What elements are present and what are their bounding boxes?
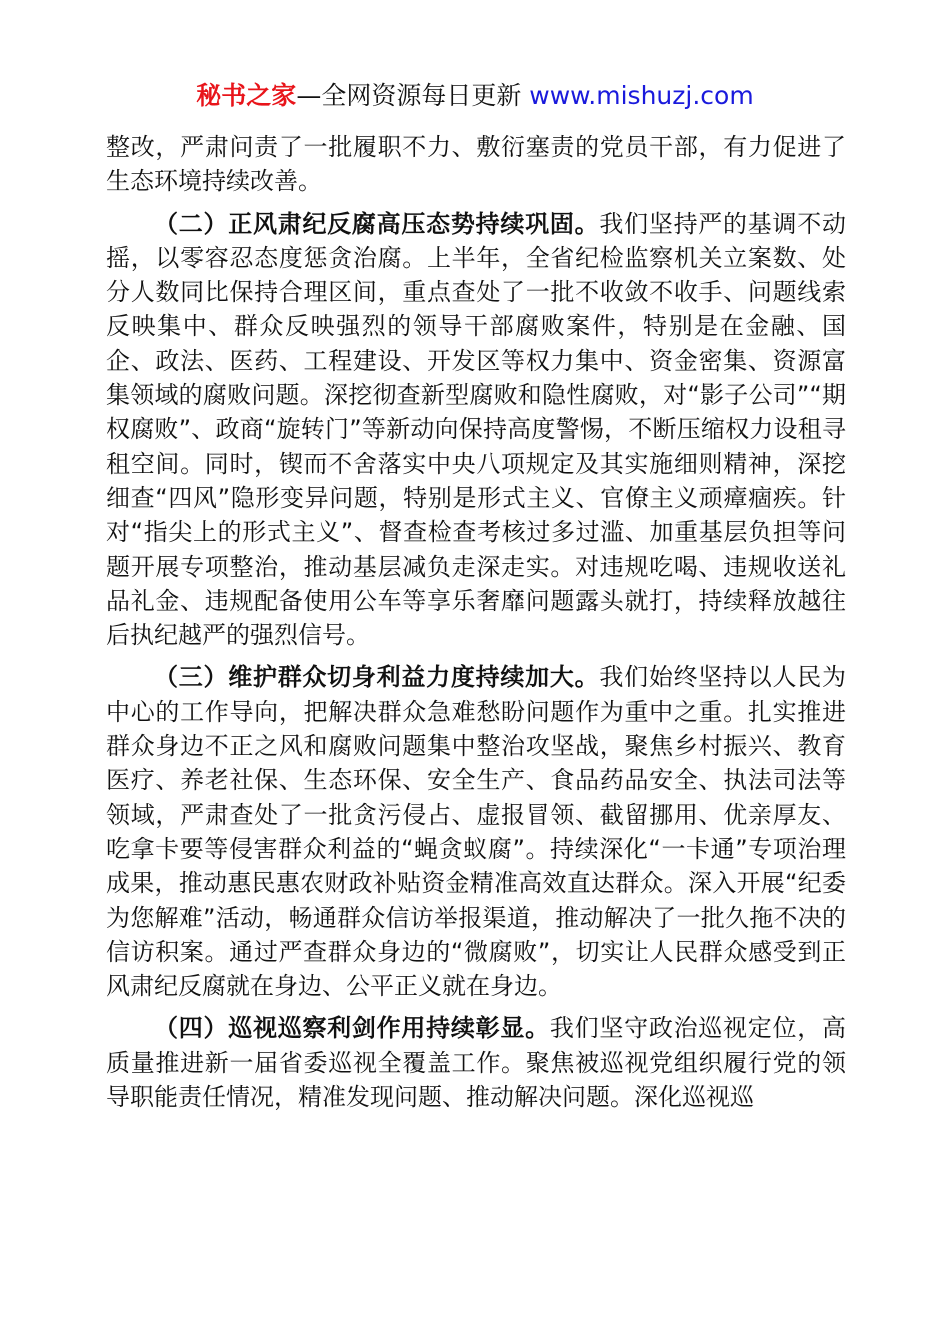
site-url[interactable]: www.mishuzj.com	[529, 81, 754, 110]
paragraph-text: 我们坚守政治巡视定位，高质量推进新一届省委巡视全覆盖工作。聚焦被巡视党组织履行党的领导职能责任情况，精准发现问题、推动解决问题。深化巡视巡	[106, 1014, 847, 1112]
brand-name: 秘书之家	[196, 81, 297, 110]
paragraph-section-4	[106, 1011, 846, 1114]
document-body	[106, 130, 846, 1122]
paragraph-text: 我们始终坚持以人民为中心的工作导向，把解决群众急难愁盼问题作为重中之重。扎实推进群众身边不正之风和腐败问题集中整治攻坚战，聚焦乡村振兴、教育医疗、养老社保、生态环保、安全生产、食品药品安全、执法司法等领域，严肃查处了一批贪污侵占、虚报冒领、截留挪用、优亲厚友、吃拿卡要等侵害群众利益的“蝇贪蚁腐”。持续深化“一卡通”专项治理成果，推动惠民惠农财政补贴资金精准高效直达群众。深入开展“纪委为您解难”活动，畅通群众信访举报渠道，推动解决了一批久拖不决的信访积案。通过严查群众身边的“微腐败”，切实让人民群众感受到正风肃纪反腐就在身边、公平正义就在身边。	[106, 663, 847, 1001]
section-heading: （二）正风肃纪反腐高压态势持续巩固。	[154, 209, 600, 238]
header-tagline: —全网资源每日更新	[296, 81, 530, 110]
paragraph-section-2	[106, 207, 846, 653]
paragraph-section-3	[106, 660, 846, 1003]
paragraph-text: 我们坚持严的基调不动摇，以零容忍态度惩贪治腐。上半年，全省纪检监察机关立案数、处分人数同比保持合理区间，重点查处了一批不收敛不收手、问题线索反映集中、群众反映强烈的领导干部腐败案件，特别是在金融、国企、政法、医药、工程建设、开发区等权力集中、资金密集、资源富集领域的腐败问题。深挖彻查新型腐败和隐性腐败，对“影子公司”“期权腐败”、政商“旋转门”等新动向保持高度警惕，不断压缩权力设租寻租空间。同时，锲而不舍落实中央八项规定及其实施细则精神，深挖细查“四风”隐形变异问题，特别是形式主义、官僚主义顽瘴痼疾。针对“指尖上的形式主义”、督查检查考核过多过滥、加重基层负担等问题开展专项整治，推动基层减负走深走实。对违规吃喝、违规收送礼品礼金、违规配备使用公车等享乐奢靡问题露头就打，持续释放越往后执纪越严的强烈信号。	[106, 209, 847, 650]
section-heading: （三）维护群众切身利益力度持续加大。	[154, 663, 600, 692]
paragraph-continuation	[106, 130, 846, 199]
paragraph-text: 整改，严肃问责了一批履职不力、敷衍塞责的党员干部，有力促进了生态环境持续改善。	[106, 133, 846, 196]
section-heading: （四）巡视巡察利剑作用持续彰显。	[154, 1014, 550, 1043]
site-header	[0, 80, 950, 112]
